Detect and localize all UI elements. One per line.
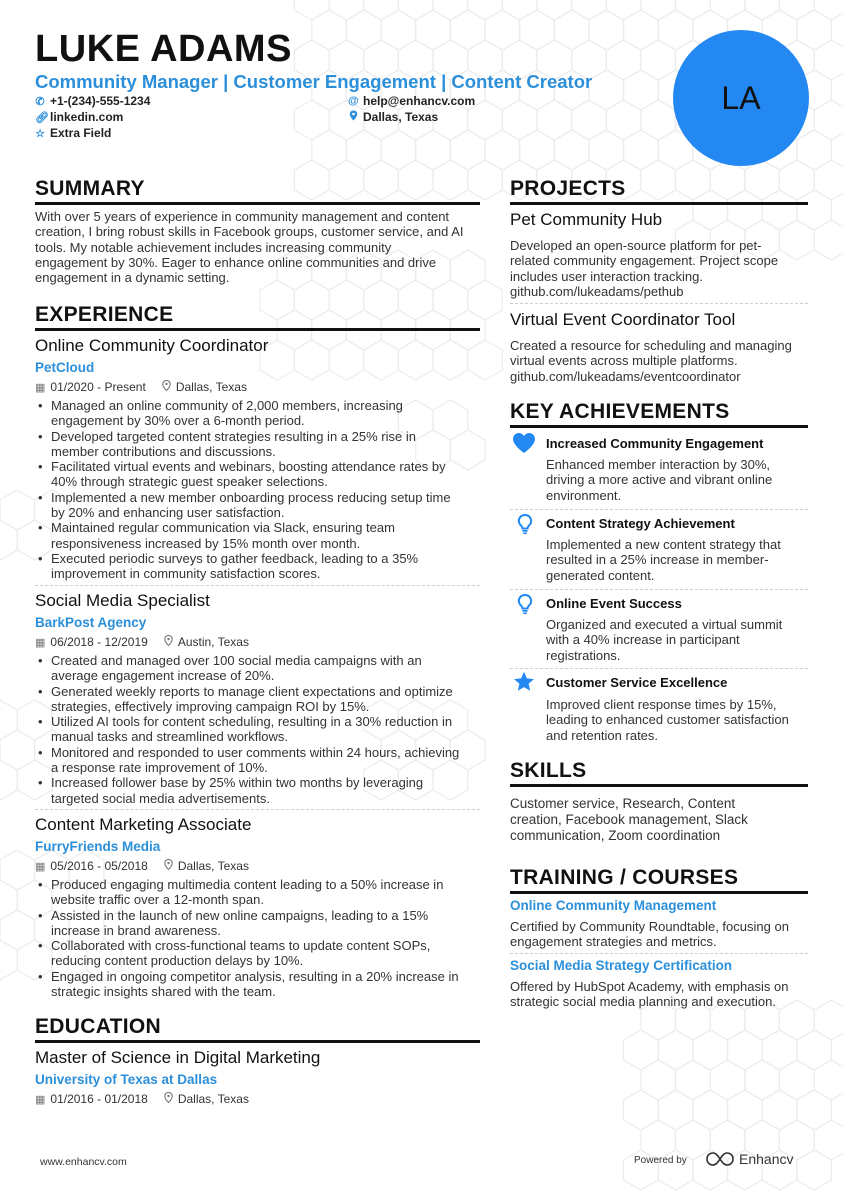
summary-line: creation, I bring robust skills in Facebook groups, customer service, and AI: [35, 224, 464, 240]
phone-icon: ✆: [35, 95, 45, 108]
course-title: Social Media Strategy Certification: [510, 958, 733, 973]
experience-heading: EXPERIENCE: [35, 303, 174, 326]
education-location: Dallas, Texas: [177, 1092, 249, 1106]
linkedin-text: linkedin.com: [50, 110, 124, 124]
achievement-title: Customer Service Excellence: [546, 675, 728, 690]
job-meta: [35, 859, 249, 873]
achievement-separator: [510, 589, 808, 590]
achievement-title: Content Strategy Achievement: [546, 516, 735, 531]
map-pin-icon: [348, 110, 358, 124]
project-separator: [510, 303, 808, 304]
job-bullet: • Utilized AI tools for content scheduling, resulting in a 30% reduction in manual tasks and streamlined workflows.: [35, 714, 480, 745]
map-pin-icon: [164, 859, 173, 873]
avatar: [673, 30, 809, 166]
job-bullets: [35, 398, 480, 582]
enhancv-logo[interactable]: [705, 1151, 793, 1167]
email-text: help@enhancv.com: [363, 94, 476, 108]
job-company: FurryFriends Media: [35, 839, 161, 854]
job-location: Dallas, Texas: [175, 380, 247, 394]
course-title: Online Community Management: [510, 898, 717, 913]
achievement-separator: [510, 668, 808, 669]
course-separator: [510, 953, 808, 954]
training-heading: TRAINING / COURSES: [510, 866, 739, 889]
job-dates: 05/2016 - 05/2018: [50, 859, 148, 873]
extra-field-text: Extra Field: [50, 126, 112, 140]
calendar-icon: ▦: [35, 860, 46, 873]
project-description: Developed an open-source platform for pet- related community engagement. Project scope includes user interaction tracking. github.com/lukeadams/pethub: [510, 238, 808, 299]
achievement-description: Organized and executed a virtual summit with a 40% increase in participant registrations.: [546, 617, 783, 663]
project-title: Pet Community Hub: [510, 210, 663, 229]
job-company: PetCloud: [35, 360, 95, 375]
avatar-initials: LA: [721, 79, 761, 116]
job-bullet: • Maintained regular communication via Slack, ensuring team responsiveness increased by 15% month over month.: [35, 520, 480, 551]
lightbulb-icon: [513, 593, 537, 615]
skills-divider: [510, 784, 808, 787]
lightbulb-icon: [513, 513, 537, 535]
education-degree: Master of Science in Digital Marketing: [35, 1048, 321, 1067]
calendar-icon: ▦: [35, 1093, 46, 1106]
job-dates: 01/2020 - Present: [50, 380, 146, 394]
map-pin-icon: [162, 380, 171, 394]
at-icon: @: [348, 95, 359, 107]
summary-line: engagement by 30%. Eager to enhance online communities and drive: [35, 254, 437, 270]
phone-text: +1-(234)-555-1234: [50, 94, 151, 108]
course-description: Offered by HubSpot Academy, with emphasis on strategic social media planning and execution.: [510, 979, 789, 1010]
job-bullet: • Managed an online community of 2,000 members, increasing engagement by 30% over a 6-month period.: [35, 398, 480, 429]
map-pin-icon: [164, 635, 173, 649]
job-role: Content Marketing Associate: [35, 815, 252, 834]
job-bullet: • Increased follower base by 25% within two months by leveraging targeted social media advertisements.: [35, 775, 480, 806]
education-meta: [35, 1092, 249, 1106]
project-description: Created a resource for scheduling and managing virtual events across multiple platforms. github.com/lukeadams/eventcoordinator: [510, 338, 808, 384]
achievement-title: Online Event Success: [546, 596, 682, 611]
linkedin-contact[interactable]: [35, 110, 123, 124]
project-link[interactable]: github.com/lukeadams/eventcoordinator: [510, 368, 741, 384]
education-heading: EDUCATION: [35, 1015, 161, 1038]
achievement-separator: [510, 509, 808, 510]
job-bullet: • Executed periodic surveys to gather feedback, leading to a 35% improvement in community satisfaction scores.: [35, 551, 480, 582]
projects-divider: [510, 202, 808, 205]
star-icon: [512, 671, 536, 693]
job-bullet: • Collaborated with cross-functional teams to update content SOPs, reducing content production delays by 10%.: [35, 938, 480, 969]
link-icon: 🔗︎: [35, 111, 49, 124]
project-link[interactable]: github.com/lukeadams/pethub: [510, 283, 684, 299]
job-dates: 06/2018 - 12/2019: [50, 635, 148, 649]
star-outline-icon: ☆: [35, 127, 45, 140]
course-description: Certified by Community Roundtable, focusing on engagement strategies and metrics.: [510, 919, 789, 950]
achievement-description: Improved client response times by 15%, leading to enhanced customer satisfaction and retention rates.: [546, 697, 789, 743]
job-bullet: • Created and managed over 100 social media campaigns with an average engagement increase of 20%.: [35, 653, 480, 684]
job-bullets: [35, 653, 480, 806]
summary-heading: SUMMARY: [35, 177, 145, 200]
location-contact: [348, 110, 438, 124]
job-bullet: • Produced engaging multimedia content leading to a 50% increase in website traffic over a 12-month span.: [35, 877, 480, 908]
education-divider: [35, 1040, 480, 1043]
project-title: Virtual Event Coordinator Tool: [510, 310, 736, 329]
job-role: Online Community Coordinator: [35, 336, 269, 355]
email-contact[interactable]: [348, 94, 475, 108]
job-separator: [35, 809, 480, 810]
job-bullet: • Facilitated virtual events and webinars, boosting attendance rates by 40% through strategic guest speaker selections.: [35, 459, 480, 490]
candidate-title: Community Manager | Customer Engagement | Content Creator: [35, 71, 593, 92]
education-school: University of Texas at Dallas: [35, 1072, 218, 1087]
skills-heading: SKILLS: [510, 759, 587, 782]
summary-divider: [35, 202, 480, 205]
job-location: Dallas, Texas: [177, 859, 249, 873]
skills-text: Customer service, Research, Content creation, Facebook management, Slack communication, Zoom coordination: [510, 796, 748, 843]
job-bullets: [35, 877, 480, 999]
candidate-name: LUKE ADAMS: [35, 28, 292, 70]
experience-divider: [35, 328, 480, 331]
summary-line: With over 5 years of experience in community management and content: [35, 209, 450, 224]
achievements-divider: [510, 425, 808, 428]
calendar-icon: ▦: [35, 636, 46, 649]
location-text: Dallas, Texas: [363, 110, 439, 124]
job-company: BarkPost Agency: [35, 615, 147, 630]
summary-text: [35, 209, 480, 285]
job-bullet: • Implemented a new member onboarding process reducing setup time by 20% and enhancing user satisfaction.: [35, 490, 480, 521]
achievement-title: Increased Community Engagement: [546, 436, 764, 451]
job-bullet: • Monitored and responded to user comments within 24 hours, achieving a response rate improvement of 10%.: [35, 745, 480, 776]
summary-line: engagement in a dynamic setting.: [35, 270, 230, 286]
footer-powered-by: Powered by: [634, 1155, 687, 1166]
job-bullet: • Assisted in the launch of new online campaigns, leading to a 15% increase in brand awareness.: [35, 908, 480, 939]
enhancv-logo-icon: [705, 1151, 735, 1167]
job-separator: [35, 585, 480, 586]
achievements-heading: KEY ACHIEVEMENTS: [510, 400, 730, 423]
job-bullet: • Engaged in ongoing competitor analysis, resulting in a 20% increase in strategic insights shared with the team.: [35, 969, 480, 1000]
job-role: Social Media Specialist: [35, 591, 210, 610]
summary-line: tools. My notable achievement includes increasing community: [35, 239, 392, 255]
job-meta: [35, 635, 249, 649]
education-dates: 01/2016 - 01/2018: [50, 1092, 148, 1106]
projects-heading: PROJECTS: [510, 177, 626, 200]
achievement-description: Enhanced member interaction by 30%, driving a more active and vibrant online environment.: [546, 457, 773, 503]
extra-field-contact: [35, 126, 111, 140]
achievement-description: Implemented a new content strategy that resulted in a 25% increase in member- generated content.: [546, 537, 781, 583]
heart-icon: [512, 432, 536, 454]
job-bullet: • Developed targeted content strategies resulting in a 25% rise in member contributions and discussions.: [35, 429, 480, 460]
training-divider: [510, 891, 808, 894]
calendar-icon: ▦: [35, 381, 46, 394]
job-meta: [35, 380, 247, 394]
job-bullet: • Generated weekly reports to manage client expectations and optimize strategies, effectively improving campaign ROI by 15%.: [35, 684, 480, 715]
phone-contact[interactable]: [35, 94, 150, 108]
enhancv-logo-text: Enhancv: [739, 1151, 794, 1167]
job-location: Austin, Texas: [177, 635, 249, 649]
map-pin-icon: [164, 1092, 173, 1106]
footer-website-link[interactable]: www.enhancv.com: [40, 1156, 127, 1168]
